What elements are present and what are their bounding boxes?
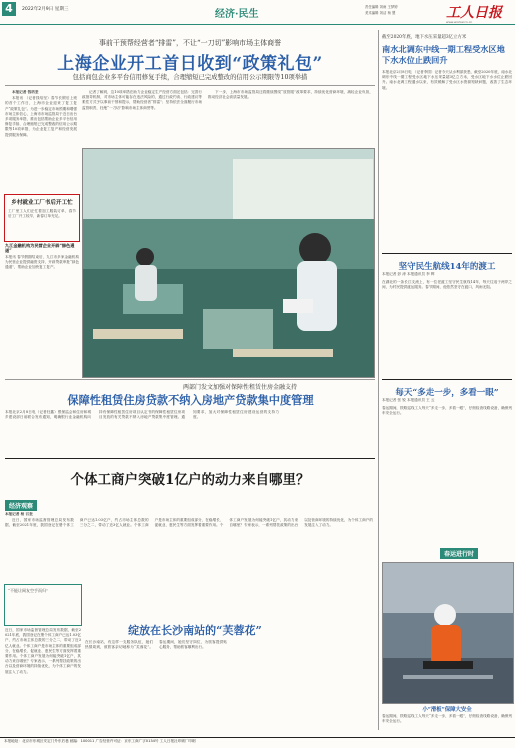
page-number: 4 [2,2,16,16]
right-rule-1 [382,253,512,254]
lead-body-col3 [208,90,373,148]
right-title-1: 南水北调东中线一期工程受水区地下水水位止跌回升 [382,44,505,65]
right-byline-2: 本报记者 彭 涛 本报通讯员 李 辉 [382,272,435,276]
big-body [5,518,373,582]
right-rule-2 [382,379,512,380]
lead-paragraph-1: 本报讯 （记者钱培坚）春节长假后上班的首个工作日，上海市企业迎来了复工复产“政策礼包”。为进一步稳定市场预期和增强市场主体信心，上海市市场监管局于近日出台多项服务举措，推出包括帮助企业多平台信用修复手续、合理缩短已完成整改的信用公示期限等10项举措，为企业复工复产和经营发展提供服务保障。 [5,96,77,137]
big-title: 个体工商户突破1亿户的动力来自哪里？ [70,472,310,488]
issue-date: 2022年2月9日 星期三 [22,7,69,12]
footer-rule [0,737,515,738]
right-column-divider [378,30,379,730]
middle-bottom-rule [5,458,375,459]
lead-title: 上海企业开工首日收到“政策礼包” [57,54,323,74]
right-title-3: 每天“多走一步，多看一眼” [395,388,499,398]
editor-credit: 责任编辑 刘雨 王梦婷 [365,5,398,9]
lead-rule [5,85,375,86]
factory-photo [82,148,375,378]
quote-text: “不能让网友空手而归” [8,588,49,593]
right-bottom-body: 春运期间，铁路巡线工人每天“多走一步，多看一眼”，仔细检查线路设备，确保列车安全运行。 [382,714,512,724]
page-header [0,0,515,28]
right-body-2: 在湖北的一条长江支流上，有一位老渡工坚守民生航线14年，每天往返于两岸之间，为村民提供渡运服务。春节期间，他依然坚守在渡口，风雨无阻。 [382,280,512,290]
bottom-title: 绽放在长沙南站的“芙蓉花” [128,624,262,637]
lead-bottom-rule [5,379,375,380]
right-body-1: 本报北京2月8日电 （记者李国）记者今天从水利部获悉，截至2020年底，南水北调东中线一期工程受水区地下水压采量超3亿立方米，受水区地下水水位止跌回升。南水北调工程通水以来，有效缓解了受水区水资源短缺问题，改善了生态环境。 [382,70,512,90]
lead-paragraph-3: 下一步，上海市市场监管局还将继续围绕“放管服”改革要求，持续优化营商环境，减轻企业负担，推动经济社会高质量发展。 [208,90,373,100]
masthead-logo: 工人日报 [446,5,502,21]
lead-deck: 包括商包企业多平台信用修复手续，合理缩短已完成整改的信用公示期限等10项举措 [72,74,308,81]
lead-byline: 本报记者 钱培坚 [12,90,39,94]
section-title: 经济·民生 [215,9,259,20]
middle-kicker: 两部门发文加强对保障性租赁住房金融支持 [182,384,297,391]
footer-text: 本报地址：北京市东城区安定门外东后巷 邮编：100011 广告经营许可证：京东工商广字0134号 工人日报社印刷厂印刷 [4,739,196,743]
middle-title: 保障性租赁住房贷款不纳入房地产贷款集中度管理 [67,393,314,407]
spring-travel-tag-label: 春运进行时 [444,551,475,558]
lead-paragraph-2: 记者了解到，这10项举措在助力企业稳定生产经营方面还包括：完善行政指导机制，对市场主体可能存在违法风险的，通过行政约谈、行政建议等柔性方式予以事前干预和提示，帮助经营者“排雷”；坚持依法全面履行市场监管职责，杜绝“一刀切”影响市场主体商誉等。 [82,90,202,110]
lead-kicker: 事前干预帮经营者“排雷”，不让“一刀切”影响市场主体商誉 [98,39,282,47]
quote-box [4,584,82,626]
site-url: www.workercn.cn [446,20,473,24]
worker-photo-illustration [383,563,513,703]
right-body-3: 春运期间，铁路巡线工人每天“多走一步，多看一眼”，仔细检查线路设备，确保列车安全运行。 [382,406,512,416]
worker-photo [382,562,514,704]
side-story-body: 工厂里工人们正忙着加工服装订单，春节后工厂开工较早，新春订单充足。 [8,209,76,219]
big-paragraph: 近日，国家市场监督管理总局发布数据，截至2021年底，我国登记在册个体工商户已达1.03亿户，约占市场主体总数的三分之二，带动了近3亿人就业。个体工商户是市场主体的重要组成部分，在稳增长、促就业、惠民生等方面发挥着重要作用。个体工商户发展为何能突破1亿户，其动力来自哪里？专家表示，一系列帮扶政策的出台以及营商环境的持续优化，为个体工商户的发展注入了动力。 [5,518,373,528]
side-story-box [4,194,80,242]
side-story-title: 乡村就业工厂书后开工忙 [11,200,73,206]
left-bottom-body: 近日，国家市场监督管理总局发布数据，截至2021年底，我国登记在册个体工商户已达1.03亿户，约占市场主体总数的三分之二，带动了近3亿人就业。个体工商户是市场主体的重要组成部分，在稳增长、促就业、惠民生等方面发挥着重要作用。个体工商户发展为何能突破1亿户，其动力来自哪里？专家表示，一系列帮扶政策的出台以及营商环境的持续优化，为个体工商户的发展注入了动力。 [5,628,81,674]
right-byline-3: 本报记者 张 锐 本报通讯员 王 云 [382,398,435,402]
big-byline: 本报记者 杨 召奎 [5,512,33,516]
lead-body-col1 [5,90,77,180]
right-kicker-1: 截至2020年底，地下水压采量超3亿立方米 [382,35,467,40]
bottom-body: 在长沙南站，有这样一支服务队伍，她们热情周到，被旅客亲切地称为“芙蓉花”。春运期间，她们坚守岗位，为旅客提供贴心服务，帮助旅客顺利出行。 [85,640,227,650]
short-story-title: 九江金融机构为民营企业开辟“绿色通道” [5,243,75,254]
short-story-body: 本报讯 春节假期结束后，九江市多家金融机构为民营企业提供融资支持，开辟贷款审批“绿色通道”，帮助企业加快复工复产。 [5,255,79,270]
spring-travel-tag [440,548,478,559]
economy-tag [5,500,37,511]
middle-body: 本报北京2月8日电（记者杜鑫）银保监会和住房和城乡建设部日前联合发布通知，明确银行业金融机构向持有保障性租赁住房项目认定书的保障性租赁住房项目发放的有关贷款不纳入房地产贷款集中度管理。通知要求，加大对保障性租赁住房建设运营的支持力度。 [5,410,279,420]
header-rule [0,24,515,25]
right-title-2: 坚守民生航线14年的渡工 [398,262,496,272]
economy-tag-label: 经济观察 [9,503,34,510]
worker-photo-caption: 小“滑板”保障大安全 [422,707,472,713]
design-credit: 美术编辑 刘洁 杨 慧 [365,11,396,15]
factory-photo-illustration [83,149,374,377]
